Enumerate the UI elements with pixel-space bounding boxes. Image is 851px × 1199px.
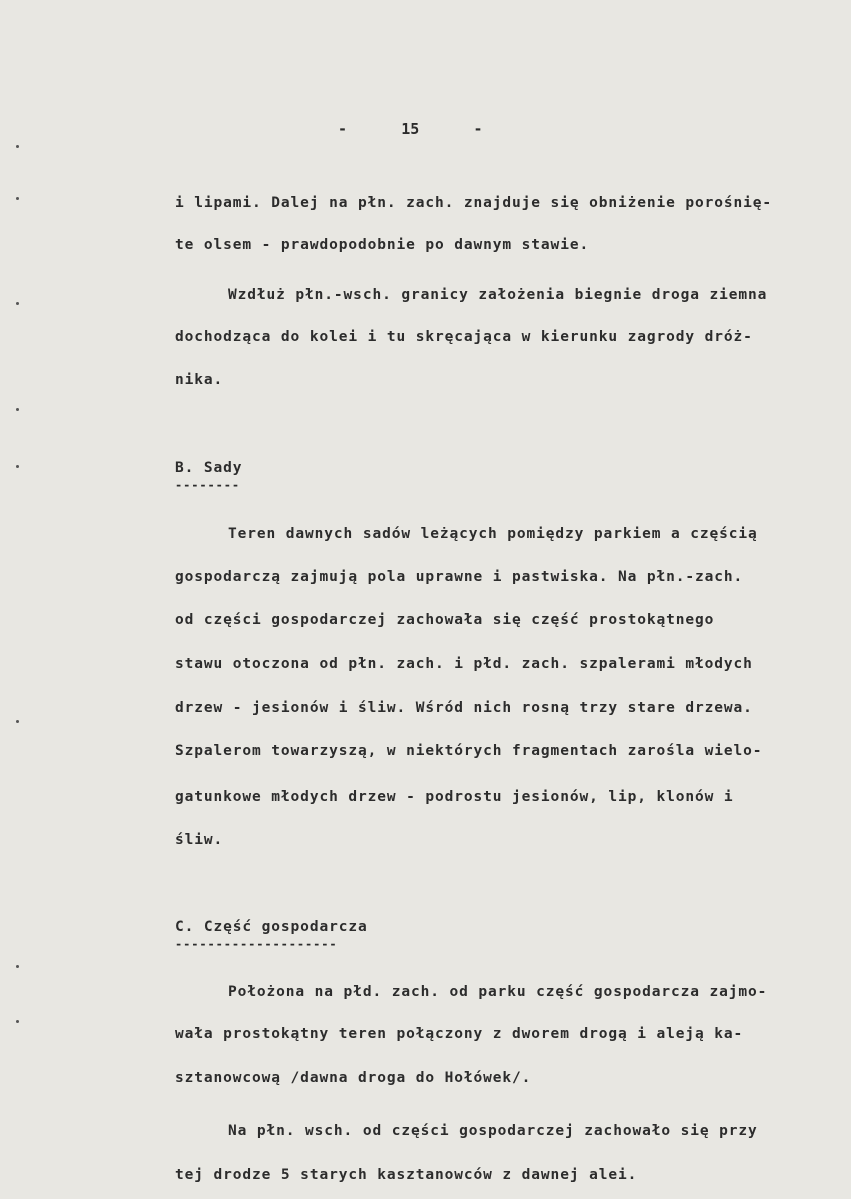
margin-speck <box>16 965 19 968</box>
text-line: dochodząca do kolei i tu skręcająca w kierunku zagrody dróż- <box>175 329 753 345</box>
margin-speck <box>16 145 19 148</box>
margin-speck <box>16 720 19 723</box>
margin-speck <box>16 408 19 411</box>
text-line: gospodarczą zajmują pola uprawne i pastwiska. Na płn.-zach. <box>175 569 744 585</box>
text-line: Teren dawnych sadów leżących pomiędzy parkiem a częścią <box>228 526 758 542</box>
margin-speck <box>16 1020 19 1023</box>
margin-speck <box>16 302 19 305</box>
text-line: sztanowcową /dawna droga do Hołówek/. <box>175 1070 532 1086</box>
heading-underline: -------- <box>175 478 240 492</box>
text-line: Na płn. wsch. od części gospodarczej zachowało się przy <box>228 1123 758 1139</box>
text-line: Wzdłuż płn.-wsch. granicy założenia biegnie droga ziemna <box>228 287 768 303</box>
section-heading-c: C. Część gospodarcza <box>175 919 368 935</box>
margin-speck <box>16 197 19 200</box>
heading-underline: -------------------- <box>175 937 338 951</box>
text-line: śliw. <box>175 832 224 848</box>
text-line: wała prostokątny teren połączony z dworem drogą i aleją ka- <box>175 1026 744 1042</box>
text-line: drzew - jesionów i śliw. Wśród nich rosną trzy stare drzewa. <box>175 700 753 716</box>
text-line: gatunkowe młodych drzew - podrostu jesionów, lip, klonów i <box>175 789 734 805</box>
text-line: i lipami. Dalej na płn. zach. znajduje się obniżenie porośnię- <box>175 195 773 211</box>
text-line: Położona na płd. zach. od parku część gospodarcza zajmo- <box>228 984 768 1000</box>
margin-speck <box>16 465 19 468</box>
text-line: nika. <box>175 372 224 388</box>
text-line: te olsem - prawdopodobnie po dawnym stawie. <box>175 237 590 253</box>
text-line: tej drodze 5 starych kasztanowców z dawnej alei. <box>175 1167 638 1183</box>
text-line: Szpalerom towarzyszą, w niektórych fragmentach zarośla wielo- <box>175 743 763 759</box>
page-number: - 15 - <box>338 120 483 138</box>
text-line: od części gospodarczej zachowała się część prostokątnego <box>175 612 715 628</box>
section-heading-b: B. Sady <box>175 460 243 476</box>
text-line: stawu otoczona od płn. zach. i płd. zach. szpalerami młodych <box>175 656 753 672</box>
